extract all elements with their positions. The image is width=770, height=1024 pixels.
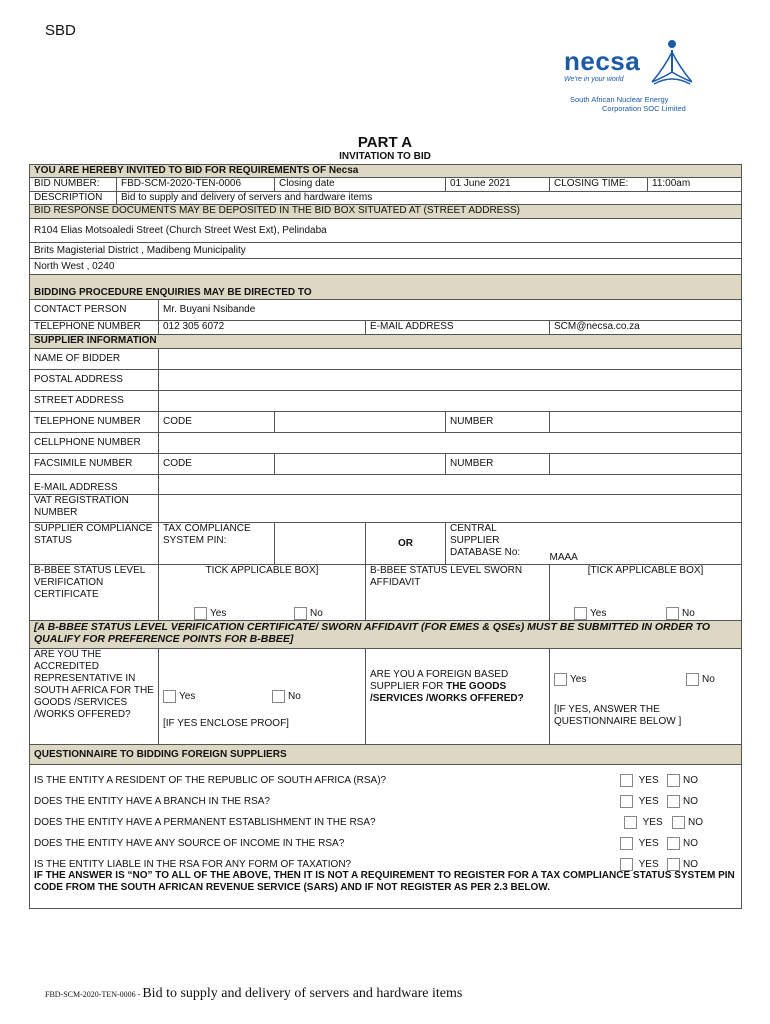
closing-date-label: Closing date	[275, 178, 446, 192]
enquiries-email-label: E-MAIL ADDRESS	[366, 321, 550, 335]
necsa-logo-mark-icon	[642, 38, 692, 86]
question-row	[30, 769, 741, 790]
accredited-label: ARE YOU THE ACCREDITED REPRESENTATIVE IN SOUTH AFRICA FOR THE GOODS /SERVICES /WORKS OFFERED?	[30, 649, 159, 745]
cert-no-label: No	[310, 608, 323, 619]
telephone-label: TELEPHONE NUMBER	[30, 412, 159, 433]
or-label: OR	[366, 523, 446, 565]
question-yes-label: YES	[642, 817, 663, 829]
page-footer	[45, 984, 462, 1002]
accredited-yes-label: Yes	[179, 691, 196, 703]
question-no-checkbox[interactable]	[667, 774, 680, 787]
page-subtitle: INVITATION TO BID	[339, 151, 431, 162]
description-label: DESCRIPTION	[30, 192, 117, 205]
compliance-label: SUPPLIER COMPLIANCE STATUS	[30, 523, 159, 565]
street-address-label: STREET ADDRESS	[30, 391, 159, 412]
question-text: IS THE ENTITY A RESIDENT OF THE REPUBLIC OF SOUTH AFRICA (RSA)?	[34, 775, 387, 786]
question-no-option[interactable]	[667, 774, 698, 787]
fax-number-label: NUMBER	[446, 454, 550, 475]
address-line-1: R104 Elias Motsoaledi Street (Church Street West Ext), Pelindaba	[30, 219, 742, 243]
cert-yes-checkbox[interactable]	[194, 607, 207, 620]
accredited-no-option[interactable]	[272, 690, 301, 703]
question-yes-option[interactable]	[620, 858, 659, 871]
question-text: DOES THE ENTITY HAVE ANY SOURCE OF INCOME IN THE RSA?	[34, 838, 345, 849]
question-no-option[interactable]	[667, 795, 698, 808]
address-line-2: Brits Magisterial District , Madibeng Municipality	[30, 243, 742, 259]
cert-yes-label: Yes	[210, 608, 227, 619]
telephone-number-field[interactable]	[550, 412, 742, 433]
description: Bid to supply and delivery of servers and hardware items	[117, 192, 742, 205]
questionnaire-heading: QUESTIONNAIRE TO BIDDING FOREIGN SUPPLIERS	[30, 745, 742, 765]
telephone-number-label: NUMBER	[446, 412, 550, 433]
closing-time-label: CLOSING TIME:	[550, 178, 648, 192]
cert-no-checkbox[interactable]	[294, 607, 307, 620]
invite-heading: YOU ARE HEREBY INVITED TO BID FOR REQUIREMENTS OF Necsa	[30, 165, 742, 178]
closing-time: 11:00am	[648, 178, 742, 192]
question-text: DOES THE ENTITY HAVE A PERMANENT ESTABLISHMENT IN THE RSA?	[34, 817, 376, 828]
enquiries-email: SCM@necsa.co.za	[550, 321, 742, 335]
form-code: SBD	[45, 22, 76, 39]
supplier-email-label: E-MAIL ADDRESS	[30, 475, 159, 495]
question-no-checkbox[interactable]	[667, 837, 680, 850]
enclose-proof-note: [IF YES ENCLOSE PROOF]	[163, 718, 289, 729]
tick-box-right-label: [TICK APPLICABLE BOX]	[587, 565, 704, 576]
foreign-supplier-label	[366, 649, 550, 745]
question-no-checkbox[interactable]	[672, 816, 685, 829]
question-text: IS THE ENTITY LIABLE IN THE RSA FOR ANY FORM OF TAXATION?	[34, 859, 352, 870]
supplier-email-field[interactable]	[159, 475, 742, 495]
question-yes-checkbox[interactable]	[620, 795, 633, 808]
cellphone-label: CELLPHONE NUMBER	[30, 433, 159, 454]
question-yes-checkbox[interactable]	[620, 774, 633, 787]
affidavit-yes-option[interactable]	[574, 607, 606, 620]
affidavit-yes-label: Yes	[590, 608, 607, 619]
question-no-label: NO	[683, 859, 698, 871]
bbbee-cert-label: B-BBEE STATUS LEVEL VERIFICATION CERTIFICATE	[30, 565, 159, 621]
bid-form-table	[29, 164, 742, 909]
fax-code-value[interactable]	[275, 454, 446, 475]
vat-label: VAT REGISTRATION NUMBER	[30, 495, 159, 523]
question-no-option[interactable]	[667, 837, 698, 850]
bbbee-note: [A B-BBEE STATUS LEVEL VERIFICATION CERTIFICATE/ SWORN AFFIDAVIT (FOR EMES & QSEs) MUST BE SUBMITTED IN ORDER TO QUALIFY FOR PREFERENCE POINTS FOR B-BBEE]	[30, 621, 742, 649]
questionnaire-hint: [IF YES, ANSWER THE QUESTIONNAIRE BELOW ]	[554, 704, 682, 727]
necsa-logo	[562, 38, 702, 118]
enquiries-tel-label: TELEPHONE NUMBER	[30, 321, 159, 335]
footer-title: Bid to supply and delivery of servers and hardware items	[142, 986, 463, 1001]
foreign-label-part-1: ARE YOU A FOREIGN BASED SUPPLIER FOR	[370, 669, 509, 692]
question-yes-label: YES	[638, 859, 659, 871]
foreign-no-option[interactable]	[686, 673, 715, 686]
page-title: PART A	[357, 134, 413, 151]
question-row	[30, 790, 741, 811]
fax-label: FACSIMILE NUMBER	[30, 454, 159, 475]
question-no-option[interactable]	[672, 816, 703, 829]
bidder-name-field[interactable]	[159, 349, 742, 370]
enquiries-tel: 012 305 6072	[159, 321, 366, 335]
supplier-heading: SUPPLIER INFORMATION	[30, 335, 742, 349]
accredited-no-label: No	[288, 691, 301, 703]
logo-subtitle-2: Corporation SOC Limited	[602, 104, 686, 113]
question-no-label: NO	[683, 838, 698, 850]
questionnaire-body	[30, 765, 742, 909]
question-no-checkbox[interactable]	[667, 858, 680, 871]
question-yes-option[interactable]	[620, 837, 659, 850]
question-no-option[interactable]	[667, 858, 698, 871]
question-row	[30, 853, 741, 871]
question-yes-option[interactable]	[624, 816, 663, 829]
question-row	[30, 832, 741, 853]
logo-word: necsa	[564, 46, 641, 76]
question-yes-option[interactable]	[620, 795, 659, 808]
csd-label: CENTRAL SUPPLIER DATABASE No:	[446, 523, 550, 565]
question-yes-label: YES	[638, 775, 659, 787]
accredited-yes-option[interactable]	[163, 690, 195, 703]
address-line-3: North West , 0240	[30, 259, 742, 275]
affidavit-no-checkbox[interactable]	[666, 607, 679, 620]
bidder-name-label: NAME OF BIDDER	[30, 349, 159, 370]
affidavit-no-label: No	[682, 608, 695, 619]
question-yes-label: YES	[638, 796, 659, 808]
tax-pin-field[interactable]	[275, 523, 366, 565]
cert-yes-option[interactable]	[194, 607, 226, 620]
contact-person: Mr. Buyani Nsibande	[159, 300, 742, 321]
question-no-label: NO	[683, 796, 698, 808]
postal-address-field[interactable]	[159, 370, 742, 391]
question-row	[30, 811, 741, 832]
accredited-no-checkbox[interactable]	[272, 690, 285, 703]
logo-tagline: We're in your world	[564, 76, 624, 83]
footer-code: FBD-SCM-2020-TEN-0006 -	[45, 990, 143, 999]
question-yes-checkbox[interactable]	[624, 816, 637, 829]
affidavit-no-option[interactable]	[666, 607, 695, 620]
question-yes-option[interactable]	[620, 774, 659, 787]
telephone-code-value[interactable]	[275, 412, 446, 433]
telephone-code-field[interactable]: CODE	[159, 412, 275, 433]
question-no-checkbox[interactable]	[667, 795, 680, 808]
enquiries-heading: BIDDING PROCEDURE ENQUIRIES MAY BE DIRECTED TO	[30, 275, 742, 300]
question-no-label: NO	[683, 775, 698, 787]
deposit-heading: BID RESPONSE DOCUMENTS MAY BE DEPOSITED IN THE BID BOX SITUATED AT (STREET ADDRESS)	[30, 205, 742, 219]
accredited-yes-checkbox[interactable]	[163, 690, 176, 703]
csd-prefix: MAAA	[549, 552, 578, 563]
bid-number-label: BID NUMBER:	[30, 178, 117, 192]
csd-field[interactable]	[550, 523, 742, 565]
foreign-label-part-2: THE GOODS /SERVICES /WORKS OFFERED?	[370, 681, 524, 704]
question-text: DOES THE ENTITY HAVE A BRANCH IN THE RSA?	[34, 796, 270, 807]
foreign-no-checkbox[interactable]	[686, 673, 699, 686]
foreign-yes-label: Yes	[570, 674, 587, 686]
foreign-yes-checkbox[interactable]	[554, 673, 567, 686]
postal-address-label: POSTAL ADDRESS	[30, 370, 159, 391]
question-yes-checkbox[interactable]	[620, 837, 633, 850]
question-no-label: NO	[688, 817, 703, 829]
bbbee-affidavit-label: B-BBEE STATUS LEVEL SWORN AFFIDAVIT	[366, 565, 550, 621]
questionnaire-note: IF THE ANSWER IS “NO” TO ALL OF THE ABOVE, THEN IT IS NOT A REQUIREMENT TO REGISTER FOR A TAX COMPLIANCE STATUS SYSTEM PIN CODE FROM THE SOUTH AFRICAN REVENUE SERVICE (SARS) AND IF NOT REGISTER AS PER 2.3 BELOW.	[34, 870, 735, 893]
cellphone-field[interactable]	[159, 433, 742, 454]
street-address-field[interactable]	[159, 391, 742, 412]
closing-date: 01 June 2021	[446, 178, 550, 192]
affidavit-yes-checkbox[interactable]	[574, 607, 587, 620]
question-yes-checkbox[interactable]	[620, 858, 633, 871]
foreign-no-label: No	[702, 674, 715, 686]
foreign-yes-option[interactable]	[554, 673, 586, 686]
tax-pin-label: TAX COMPLIANCE SYSTEM PIN:	[159, 523, 275, 565]
cert-no-option[interactable]	[294, 607, 323, 620]
tick-box-left-label: TICK APPLICABLE BOX]	[205, 565, 319, 576]
fax-code-field[interactable]: CODE	[159, 454, 275, 475]
fax-number-field[interactable]	[550, 454, 742, 475]
vat-field[interactable]	[159, 495, 742, 523]
question-yes-label: YES	[638, 838, 659, 850]
contact-person-label: CONTACT PERSON	[30, 300, 159, 321]
logo-subtitle-1: South African Nuclear Energy	[570, 95, 669, 104]
bid-number: FBD-SCM-2020-TEN-0006	[117, 178, 275, 192]
